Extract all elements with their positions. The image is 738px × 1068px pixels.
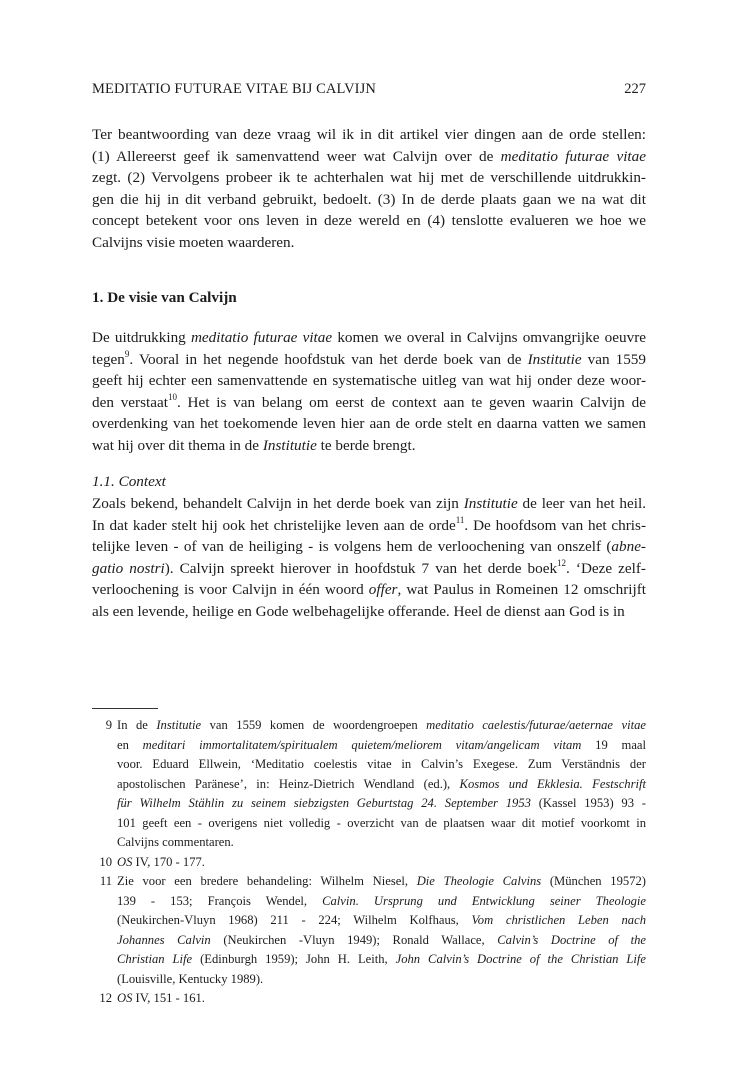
text-run: . Het is van belang om eerst de context aan te geven waarin Calvijn de (176, 393, 646, 411)
text-run: offer (368, 581, 398, 599)
text-run: concept betekent voor ons leven in deze wereld en (4) tenslotte evalueren we hoe we (92, 212, 646, 230)
text-run: Calvijns visie moeten waarderen. (92, 233, 295, 251)
text-run: Institutie (156, 718, 202, 732)
footnote-reference: 9 (124, 348, 130, 359)
text-run: telijke leven - of van de heiliging - is volgens hem de verloochening van onszelf ( (92, 538, 612, 556)
footnote-reference: 12 (557, 557, 567, 568)
text-run: Calvin’s Doctrine of the (497, 932, 647, 947)
text-run: apostolischen Paränese’, in: Heinz-Dietrich Wendland (ed.), (117, 776, 460, 791)
text-run: Ter beantwoording van deze vraag wil ik in dit artikel vier dingen aan de orde stellen: (92, 126, 646, 143)
subsection-heading: 1.1. Context (92, 473, 166, 490)
footnote-reference: 11 (455, 514, 465, 525)
text-run: van 1559 (581, 350, 646, 368)
text-run: OS (117, 991, 133, 1005)
text-line (92, 392, 646, 414)
text-run: . Vooral in het negende hoofdstuk van het derde boek van de (129, 350, 528, 368)
text-run: meditatio futurae vitae (500, 147, 646, 165)
text-run: für Wilhelm Stählin zu seinem siebzigsten Geburtstag 24. September 1953 (117, 796, 531, 810)
text-run: meditatio futurae vitae (190, 329, 333, 346)
text-run: (Neukirchen -Vluyn 1949); Ronald Wallace, (210, 932, 498, 947)
text-run: 101 geeft een - overigens niet volledig - overzicht van de plaatsen waar dit motief voorkomt in (117, 815, 646, 830)
text-run: 19 maal (581, 737, 646, 752)
footnote-number: 9 (105, 718, 112, 732)
text-run: Zoals bekend, behandelt Calvijn in het derde boek van zijn (92, 495, 464, 512)
text-run: . ‘Deze zelf- (566, 559, 646, 577)
text-run: 139 - 153; François Wendel, (117, 893, 323, 908)
footnote-line (117, 989, 646, 1009)
text-run: meditatio caelestis/futurae/aeternae vitae (426, 718, 646, 732)
intro-paragraph (92, 124, 646, 254)
text-run: John Calvin’s Doctrine of the Christian Life (395, 952, 646, 966)
text-run: gen die hij in dit verband gebruikt, bedoelt. (3) In de derde plaats gaan we na wat dit (92, 190, 646, 208)
text-run: Die Theologie Calvins (416, 874, 542, 888)
text-run: en (117, 737, 143, 752)
footnote-line (117, 872, 646, 892)
footnote-line (117, 892, 646, 912)
footnote-line (117, 755, 646, 775)
text-run: Christian Life (117, 952, 193, 966)
footnote-line (117, 833, 646, 853)
footnote (92, 716, 646, 853)
text-run: Calvin. Ursprung und Entwicklung seiner Theologie (322, 893, 646, 908)
text-run: den verstaat (92, 393, 168, 411)
footnote-number: 10 (99, 854, 112, 869)
text-line (92, 536, 646, 558)
text-run: geeft hij echter een samenvattende en systematische uitleg van wat hij onder deze woor- (92, 372, 646, 390)
section-paragraph (92, 327, 646, 457)
page-number: 227 (624, 81, 646, 97)
text-run: abne- (611, 538, 646, 556)
footnote-line (117, 794, 646, 814)
text-line (92, 370, 646, 392)
running-header (92, 79, 646, 99)
footnote-line (117, 950, 646, 970)
text-run: (Neukirchen-Vluyn 1968) 211 - 224; Wilhelm Kolfhaus, (117, 913, 472, 927)
text-run: Vom christlichen Leben nach (471, 913, 646, 927)
text-line (92, 327, 646, 349)
text-run: Institutie (262, 436, 317, 454)
footnote-rule (92, 708, 158, 709)
text-run: komen we overal in Calvijns omvangrijke oeuvre (332, 329, 646, 346)
text-run: , wat Paulus in Romeinen 12 omschrijft (397, 581, 646, 599)
text-run: In dat kader stelt hij ook het christelijke leven aan de orde (92, 516, 456, 534)
text-run: IV, 151 - 161. (132, 991, 205, 1005)
text-run: Zie voor een bredere behandeling: Wilhelm Niesel, (117, 874, 417, 888)
footnote (92, 989, 646, 1009)
text-run: (Kassel 1953) 93 - (530, 796, 646, 810)
text-run: gatio nostri (92, 559, 165, 577)
text-run: wat hij over dit thema in de (92, 436, 263, 454)
text-run: de leer van het heil. (517, 495, 646, 512)
footnote-line (117, 911, 646, 931)
text-line (92, 413, 646, 435)
footnote-line (117, 970, 646, 990)
text-run: van 1559 komen de woordengroepen (201, 718, 427, 732)
footnote (92, 853, 646, 873)
footnote-reference: 10 (167, 391, 177, 402)
footnote (92, 872, 646, 989)
footnote-line (117, 716, 646, 736)
context-paragraph (92, 493, 646, 623)
text-run: OS (117, 854, 133, 869)
text-line (92, 493, 646, 515)
text-line (92, 124, 646, 146)
text-line (92, 167, 646, 189)
text-run: verloochening is voor Calvijn in één woord (92, 581, 369, 599)
text-line (92, 558, 646, 580)
footnote-line (117, 736, 646, 756)
footnote-number: 11 (99, 874, 112, 888)
text-run: overdenking van het toekomende leven hier aan de orde stelt en daarna vatten we samen (92, 415, 646, 433)
text-run: (Louisville, Kentucky 1989). (117, 971, 264, 986)
text-run: tegen (92, 350, 125, 368)
text-run: IV, 170 - 177. (132, 854, 205, 869)
text-line (92, 232, 646, 254)
text-line (92, 210, 646, 232)
footnote-line (117, 814, 646, 834)
text-run: Institutie (527, 350, 582, 368)
text-run: In de (117, 718, 157, 732)
footnote-line (117, 853, 646, 873)
text-run: zegt. (2) Vervolgens probeer ik te achterhalen wat hij met de verschillende uitdrukkin- (92, 169, 646, 187)
text-run: Kosmos und Ekklesia. Festschrift (459, 776, 646, 791)
text-line (92, 601, 646, 623)
text-line (92, 349, 646, 371)
text-line (92, 146, 646, 168)
footnote-line (117, 775, 646, 795)
text-run: (Edinburgh 1959); John H. Leith, (192, 952, 396, 966)
text-run: (1) Allereerst geef ik samenvattend weer wat Calvijn over de (92, 147, 501, 165)
running-head-title: MEDITATIO FUTURAE VITAE BIJ CALVIJN (92, 81, 376, 97)
text-line (92, 189, 646, 211)
text-run: Institutie (463, 495, 518, 512)
text-line (92, 515, 646, 537)
text-run: Johannes Calvin (117, 932, 211, 947)
text-run: te berde brengt. (316, 436, 416, 454)
text-run: voor. Eduard Ellwein, ‘Meditatio coelestis vitae in Calvin’s Exegese. Zum Verständnis der (117, 757, 646, 771)
footnotes (92, 716, 646, 1009)
text-run: . De hoofdsom van het chris- (464, 516, 646, 534)
text-run: als een levende, heilige en Gode welbehagelijke offerande. Heel de dienst aan God is in (92, 602, 625, 620)
text-line (92, 579, 646, 601)
footnote-line (117, 931, 646, 951)
footnote-number: 12 (99, 991, 112, 1005)
text-run: ). Calvijn spreekt hierover in hoofdstuk 7 van het derde boek (164, 559, 558, 577)
text-run: Calvijns commentaren. (117, 835, 234, 849)
text-line (92, 435, 646, 457)
section-heading: 1. De visie van Calvijn (92, 289, 237, 306)
text-run: meditari immortalitatem/spiritualem quietem/meliorem vitam/angelicam vitam (142, 737, 582, 752)
text-run: (München 19572) (541, 874, 646, 888)
text-run: De uitdrukking (92, 329, 191, 346)
